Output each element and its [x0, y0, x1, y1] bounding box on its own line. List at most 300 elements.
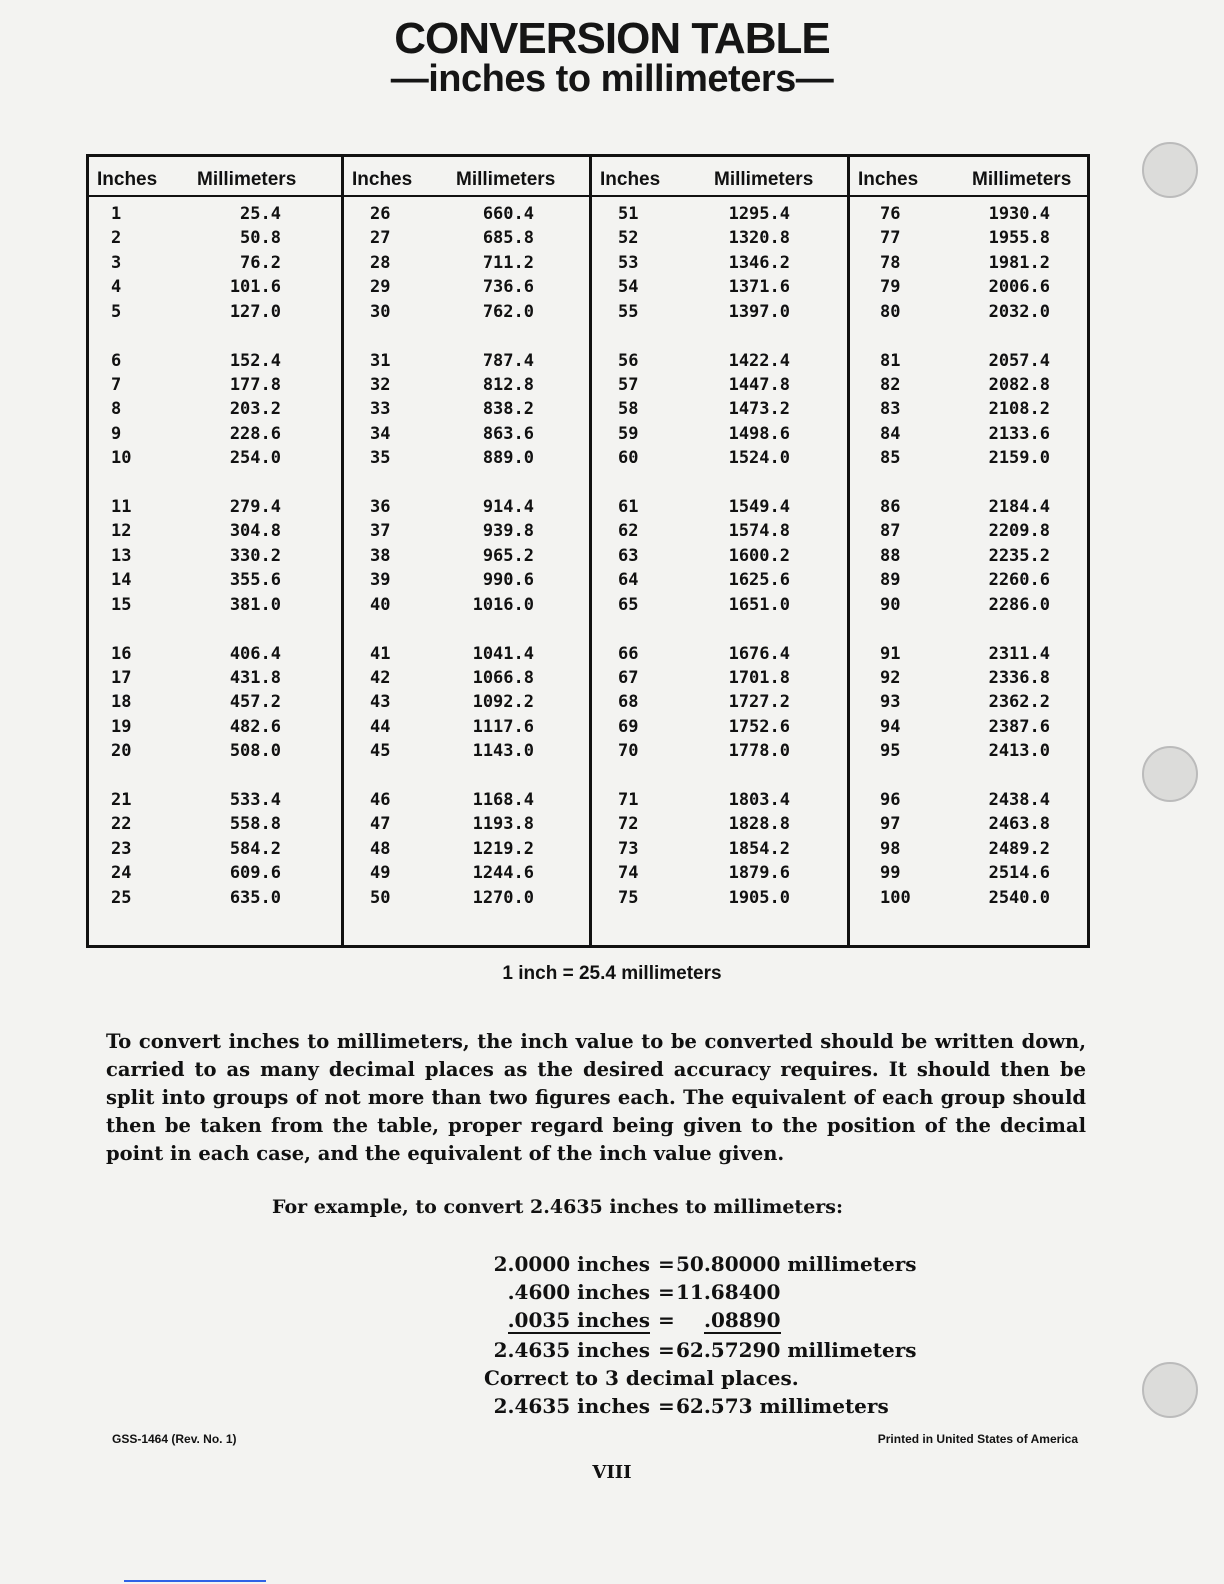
example-final-inches: 2.4635 inches [493, 1394, 650, 1418]
millimeters-cell: 711.2 [482, 252, 534, 273]
table-row [89, 739, 341, 763]
example-correct-line [400, 1366, 960, 1394]
millimeters-cell: 762.0 [482, 301, 534, 322]
table-row [89, 593, 341, 617]
millimeters-cell: 2438.4 [988, 790, 1050, 810]
table-row [592, 226, 850, 250]
table-row [89, 202, 341, 226]
table-row [592, 715, 850, 739]
example-mm: .08890 [704, 1308, 781, 1332]
millimeters-cell: 1371.6 [728, 277, 790, 298]
millimeters-cell: 2514.6 [988, 863, 1050, 884]
table-column-group [89, 157, 341, 945]
millimeters-cell: 1295.4 [728, 204, 790, 224]
millimeters-cell: 990.6 [482, 570, 534, 591]
inches-cell: 80 [880, 301, 901, 322]
inches-cell: 46 [370, 790, 391, 810]
inches-cell: 96 [880, 790, 901, 810]
table-row [592, 495, 850, 519]
table-row [592, 349, 850, 373]
millimeters-cell: 279.4 [229, 497, 281, 517]
table-row [850, 739, 1090, 763]
millimeters-cell: 508.0 [229, 741, 281, 762]
millimeters-cell: 1143.0 [472, 741, 534, 762]
inches-cell: 21 [111, 790, 132, 810]
millimeters-cell: 1803.4 [728, 790, 790, 810]
inches-cell: 97 [880, 814, 901, 835]
printed-notice: Printed in United States of America [877, 1432, 1078, 1446]
header-inches: Inches [858, 169, 919, 190]
millimeters-cell: 25.4 [240, 204, 281, 224]
table-column-group [589, 157, 850, 945]
inches-cell: 78 [880, 252, 901, 273]
table-row [89, 226, 341, 250]
table-row [89, 642, 341, 666]
table-row [850, 886, 1090, 910]
inches-cell: 47 [370, 814, 391, 835]
millimeters-cell: 660.4 [482, 204, 534, 224]
inches-cell: 12 [111, 521, 132, 542]
inches-cell: 82 [880, 374, 901, 395]
table-row [344, 861, 592, 885]
inches-cell: 31 [370, 350, 391, 371]
table-row [850, 568, 1090, 592]
millimeters-cell: 2057.4 [988, 350, 1050, 371]
example-inches: 2.0000 inches [493, 1252, 650, 1276]
millimeters-cell: 1752.6 [728, 716, 790, 737]
inches-cell: 69 [618, 716, 639, 737]
millimeters-cell: 2260.6 [988, 570, 1050, 591]
millimeters-cell: 1778.0 [728, 741, 790, 762]
millimeters-cell: 1219.2 [472, 838, 534, 859]
millimeters-cell: 787.4 [482, 350, 534, 371]
table-row [89, 519, 341, 543]
table-row [344, 812, 592, 836]
table-row [344, 251, 592, 275]
table-row [592, 593, 850, 617]
example-equals: = [658, 1308, 675, 1332]
millimeters-cell: 1955.8 [988, 228, 1050, 249]
inches-cell: 79 [880, 277, 901, 298]
table-row [592, 202, 850, 226]
millimeters-cell: 533.4 [229, 790, 281, 810]
inches-cell: 68 [618, 692, 639, 713]
inches-cell: 5 [111, 301, 122, 322]
inches-cell: 37 [370, 521, 391, 542]
table-row [592, 251, 850, 275]
inches-cell: 60 [618, 448, 639, 469]
table-row [850, 861, 1090, 885]
millimeters-cell: 1422.4 [728, 350, 790, 371]
example-inches: .4600 inches [507, 1280, 650, 1304]
table-row [850, 226, 1090, 250]
inches-cell: 89 [880, 570, 901, 591]
table-row [850, 544, 1090, 568]
millimeters-cell: 330.2 [229, 545, 281, 566]
inches-cell: 86 [880, 497, 901, 517]
millimeters-cell: 431.8 [229, 667, 281, 688]
table-row [89, 422, 341, 446]
millimeters-cell: 1625.6 [728, 570, 790, 591]
millimeters-cell: 1879.6 [728, 863, 790, 884]
millimeters-cell: 152.4 [229, 350, 281, 371]
table-row [89, 666, 341, 690]
table-row [850, 519, 1090, 543]
table-row [850, 300, 1090, 324]
millimeters-cell: 2387.6 [988, 716, 1050, 737]
millimeters-cell: 1930.4 [988, 204, 1050, 224]
table-row [850, 593, 1090, 617]
inches-cell: 55 [618, 301, 639, 322]
table-row [344, 397, 592, 421]
table-row [89, 300, 341, 324]
inches-cell: 52 [618, 228, 639, 249]
table-row [592, 373, 850, 397]
table-row [344, 715, 592, 739]
header-millimeters: Millimeters [714, 169, 814, 190]
inches-cell: 51 [618, 204, 639, 224]
example-equals: = [658, 1252, 675, 1276]
table-row [850, 788, 1090, 812]
header-inches: Inches [600, 169, 661, 190]
millimeters-cell: 1168.4 [472, 790, 534, 810]
inches-cell: 75 [618, 887, 639, 908]
inches-cell: 43 [370, 692, 391, 713]
millimeters-cell: 1270.0 [472, 887, 534, 908]
table-row [344, 690, 592, 714]
millimeters-cell: 1701.8 [728, 667, 790, 688]
table-header [344, 157, 592, 197]
millimeters-cell: 2082.8 [988, 374, 1050, 395]
inches-cell: 45 [370, 741, 391, 762]
inches-cell: 44 [370, 716, 391, 737]
page-number: VIII [592, 1462, 632, 1483]
table-row [344, 495, 592, 519]
inches-cell: 70 [618, 741, 639, 762]
table-row [89, 446, 341, 470]
table-row [344, 568, 592, 592]
inches-cell: 14 [111, 570, 132, 591]
example-intro: For example, to convert 2.4635 inches to millimeters: [272, 1196, 844, 1218]
millimeters-cell: 254.0 [229, 448, 281, 469]
inches-cell: 74 [618, 863, 639, 884]
table-row [344, 642, 592, 666]
table-row [850, 251, 1090, 275]
inches-cell: 34 [370, 423, 391, 444]
table-row [592, 739, 850, 763]
table-row [592, 519, 850, 543]
inches-cell: 61 [618, 497, 639, 517]
millimeters-cell: 76.2 [240, 252, 281, 273]
inches-cell: 20 [111, 741, 132, 762]
inches-cell: 25 [111, 887, 132, 908]
inches-cell: 85 [880, 448, 901, 469]
millimeters-cell: 1066.8 [472, 667, 534, 688]
millimeters-cell: 2006.6 [988, 277, 1050, 298]
millimeters-cell: 1016.0 [472, 594, 534, 615]
inches-cell: 11 [111, 497, 132, 517]
millimeters-cell: 1041.4 [472, 643, 534, 664]
inches-cell: 50 [370, 887, 391, 908]
table-row [344, 837, 592, 861]
table-row [592, 861, 850, 885]
inches-cell: 15 [111, 594, 132, 615]
millimeters-cell: 1473.2 [728, 399, 790, 420]
table-row [592, 642, 850, 666]
millimeters-cell: 1117.6 [472, 716, 534, 737]
inches-cell: 56 [618, 350, 639, 371]
millimeters-cell: 2133.6 [988, 423, 1050, 444]
millimeters-cell: 1574.8 [728, 521, 790, 542]
table-header [850, 157, 1090, 197]
example-line [400, 1280, 960, 1308]
table-header [592, 157, 850, 197]
table-row [592, 300, 850, 324]
millimeters-cell: 2108.2 [988, 399, 1050, 420]
example-line [400, 1338, 960, 1366]
binder-hole [1142, 1362, 1198, 1418]
table-row [344, 666, 592, 690]
inches-cell: 35 [370, 448, 391, 469]
millimeters-cell: 2235.2 [988, 545, 1050, 566]
millimeters-cell: 812.8 [482, 374, 534, 395]
millimeters-cell: 584.2 [229, 838, 281, 859]
inches-cell: 71 [618, 790, 639, 810]
inches-cell: 28 [370, 252, 391, 273]
inches-cell: 13 [111, 545, 132, 566]
table-row [344, 886, 592, 910]
edge-strip [124, 1580, 266, 1582]
table-row [89, 837, 341, 861]
table-row [344, 226, 592, 250]
binder-hole [1142, 142, 1198, 198]
millimeters-cell: 127.0 [229, 301, 281, 322]
table-row [89, 690, 341, 714]
document-number: GSS-1464 (Rev. No. 1) [112, 1432, 237, 1446]
table-row [850, 202, 1090, 226]
millimeters-cell: 1498.6 [728, 423, 790, 444]
table-row [89, 275, 341, 299]
table-row [344, 739, 592, 763]
inches-cell: 4 [111, 277, 122, 298]
table-row [592, 544, 850, 568]
millimeters-cell: 2540.0 [988, 887, 1050, 908]
millimeters-cell: 1320.8 [728, 228, 790, 249]
millimeters-cell: 1727.2 [728, 692, 790, 713]
table-row [344, 373, 592, 397]
millimeters-cell: 1397.0 [728, 301, 790, 322]
table-row [592, 812, 850, 836]
example-equals: = [658, 1280, 675, 1304]
inches-cell: 48 [370, 838, 391, 859]
millimeters-cell: 558.8 [229, 814, 281, 835]
millimeters-cell: 1676.4 [728, 643, 790, 664]
inches-cell: 98 [880, 838, 901, 859]
inches-cell: 22 [111, 814, 132, 835]
inches-cell: 19 [111, 716, 132, 737]
table-row [850, 495, 1090, 519]
inches-cell: 18 [111, 692, 132, 713]
millimeters-cell: 609.6 [229, 863, 281, 884]
millimeters-cell: 1244.6 [472, 863, 534, 884]
example-correct: Correct to 3 decimal places. [484, 1366, 799, 1390]
inches-cell: 81 [880, 350, 901, 371]
millimeters-cell: 635.0 [229, 887, 281, 908]
table-row [850, 690, 1090, 714]
table-row [89, 397, 341, 421]
table-row [850, 373, 1090, 397]
millimeters-cell: 304.8 [229, 521, 281, 542]
inches-cell: 77 [880, 228, 901, 249]
millimeters-cell: 1828.8 [728, 814, 790, 835]
inches-cell: 100 [880, 887, 911, 908]
millimeters-cell: 1092.2 [472, 692, 534, 713]
table-row [89, 568, 341, 592]
inches-cell: 88 [880, 545, 901, 566]
millimeters-cell: 889.0 [482, 448, 534, 469]
table-row [850, 837, 1090, 861]
millimeters-cell: 355.6 [229, 570, 281, 591]
table-column-group [847, 157, 1090, 945]
millimeters-cell: 2032.0 [988, 301, 1050, 322]
table-row [89, 788, 341, 812]
inches-cell: 40 [370, 594, 391, 615]
table-column-group [341, 157, 592, 945]
header-inches: Inches [352, 169, 413, 190]
table-row [344, 422, 592, 446]
inches-cell: 7 [111, 374, 122, 395]
inches-cell: 38 [370, 545, 391, 566]
inches-cell: 73 [618, 838, 639, 859]
example-inches [508, 1308, 650, 1332]
inches-cell: 49 [370, 863, 391, 884]
inches-cell: 17 [111, 667, 132, 688]
example-line [400, 1308, 960, 1336]
table-row [344, 446, 592, 470]
inches-cell: 2 [111, 228, 122, 249]
table-row [89, 886, 341, 910]
millimeters-cell: 228.6 [229, 423, 281, 444]
table-row [592, 690, 850, 714]
inches-cell: 54 [618, 277, 639, 298]
table-row [850, 642, 1090, 666]
millimeters-cell: 2209.8 [988, 521, 1050, 542]
inches-cell: 53 [618, 252, 639, 273]
millimeters-cell: 101.6 [229, 277, 281, 298]
millimeters-cell: 406.4 [229, 643, 281, 664]
example-final-equals: = [658, 1394, 675, 1418]
millimeters-cell: 457.2 [229, 692, 281, 713]
inches-cell: 76 [880, 204, 901, 224]
table-row [344, 300, 592, 324]
example-mm: 62.57290 millimeters [676, 1338, 917, 1362]
inches-cell: 39 [370, 570, 391, 591]
table-row [850, 275, 1090, 299]
millimeters-cell: 2362.2 [988, 692, 1050, 713]
instructions-paragraph: To convert inches to millimeters, the inch value to be converted should be written down, carried to as many decimal places as the desired accuracy requires. It should then be split into groups of not more than two figures each. The equivalent of each group should then be taken from the table, proper regard being given to the position of the decimal point in each case, and the equivalent of the inch value given. [106, 1030, 1086, 1165]
millimeters-cell: 381.0 [229, 594, 281, 615]
table-row [592, 446, 850, 470]
millimeters-cell: 1651.0 [728, 594, 790, 615]
table-row [89, 861, 341, 885]
inches-cell: 99 [880, 863, 901, 884]
table-row [850, 397, 1090, 421]
inches-cell: 9 [111, 423, 122, 444]
table-row [89, 373, 341, 397]
inches-cell: 33 [370, 399, 391, 420]
table-row [344, 544, 592, 568]
table-row [89, 349, 341, 373]
inches-cell: 29 [370, 277, 391, 298]
inches-cell: 36 [370, 497, 391, 517]
millimeters-cell: 2463.8 [988, 814, 1050, 835]
millimeters-cell: 685.8 [482, 228, 534, 249]
table-row [344, 593, 592, 617]
millimeters-cell: 1549.4 [728, 497, 790, 517]
inches-cell: 65 [618, 594, 639, 615]
inches-cell: 87 [880, 521, 901, 542]
header-inches: Inches [97, 169, 158, 190]
binder-hole [1142, 746, 1198, 802]
example-mm: 50.80000 millimeters [676, 1252, 917, 1276]
table-row [89, 812, 341, 836]
page-title: CONVERSION TABLE [394, 14, 830, 63]
inches-cell: 92 [880, 667, 901, 688]
inches-cell: 26 [370, 204, 391, 224]
inches-cell: 91 [880, 643, 901, 664]
millimeters-cell: 2286.0 [988, 594, 1050, 615]
header-millimeters: Millimeters [197, 169, 297, 190]
millimeters-cell: 2336.8 [988, 667, 1050, 688]
table-row [89, 251, 341, 275]
inches-cell: 72 [618, 814, 639, 835]
example-equals: = [658, 1338, 675, 1362]
header-millimeters: Millimeters [456, 169, 556, 190]
table-row [850, 349, 1090, 373]
table-row [592, 397, 850, 421]
millimeters-cell: 863.6 [482, 423, 534, 444]
inches-cell: 84 [880, 423, 901, 444]
table-row [89, 544, 341, 568]
inches-cell: 59 [618, 423, 639, 444]
table-row [592, 837, 850, 861]
table-row [850, 422, 1090, 446]
inches-cell: 83 [880, 399, 901, 420]
inches-cell: 10 [111, 448, 132, 469]
header-millimeters: Millimeters [972, 169, 1072, 190]
millimeters-cell: 1524.0 [728, 448, 790, 469]
example-mm: 11.68400 [676, 1280, 781, 1304]
page-subtitle: —inches to millimeters— [390, 58, 834, 100]
inches-cell: 32 [370, 374, 391, 395]
millimeters-cell: 2184.4 [988, 497, 1050, 517]
inches-cell: 27 [370, 228, 391, 249]
table-row [344, 349, 592, 373]
millimeters-cell: 1854.2 [728, 838, 790, 859]
table-row [89, 715, 341, 739]
millimeters-cell: 1447.8 [728, 374, 790, 395]
inches-cell: 67 [618, 667, 639, 688]
table-row [850, 446, 1090, 470]
inches-cell: 1 [111, 204, 122, 224]
inches-cell: 3 [111, 252, 122, 273]
inches-cell: 64 [618, 570, 639, 591]
inches-cell: 90 [880, 594, 901, 615]
table-row [592, 568, 850, 592]
table-header [89, 157, 341, 197]
table-row [344, 519, 592, 543]
conversion-table [86, 154, 1090, 948]
